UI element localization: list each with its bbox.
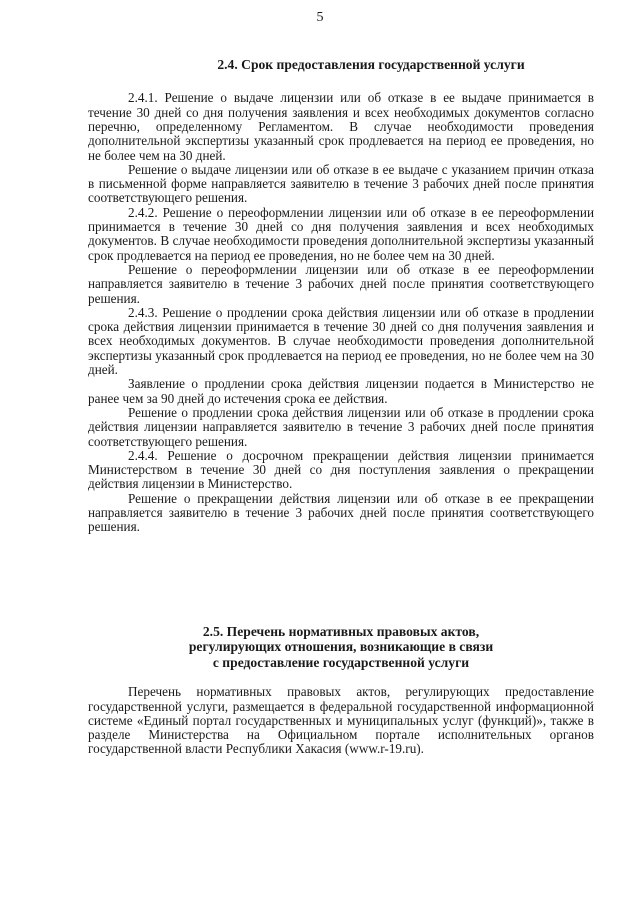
paragraph-2-4-4: 2.4.4. Решение о досрочном прекращении действия лицензии принимается Министерством в течение 30 дней со дня поступления заявления о прекращении действия лицензии в Министерство.: [88, 447, 594, 492]
section-2-5-title-line: с предоставление государственной услуги: [212, 654, 470, 670]
section-2-4-title: 2.4. Срок предоставления государственной услуги: [217, 57, 525, 72]
paragraph-2-4-1: 2.4.1. Решение о выдаче лицензии или об отказе в ее выдаче принимается в течение 30 дней со дня получения заявления и всех необходимых документов согласно перечню, определенному Регламентом. В случае необходимости проведения дополнительной экспертизы указанный срок продлевается на период ее проведения, но не более чем на 30 дней.: [88, 90, 594, 163]
paragraph-2-4-3: 2.4.3. Решение о продлении срока действия лицензии или об отказе в продлении срока действия лицензии принимается в течение 30 дней со дня получения заявления и всех необходимых документов. В случае необходимости проведения дополнительной экспертизы указанный срок продлевается на период ее проведения, но не более чем на 30 дней.: [88, 304, 594, 378]
section-2-5-body: [88, 685, 594, 756]
section-2-5-title-line: 2.5. Перечень нормативных правовых актов,: [202, 624, 480, 639]
paragraph-issue-decision-notice: Решение о выдаче лицензии или об отказе в ее выдаче с указанием причин отказа в письменной форме направляется заявителю в течение 3 рабочих дней после принятия соответствующего решения.: [88, 161, 594, 206]
section-2-4: [88, 57, 594, 535]
paragraph-2-4-2: 2.4.2. Решение о переоформлении лицензии или об отказе в ее переоформлении принимается в течение 30 дней со дня получения заявления и всех необходимых документов. В случае необходимости проведения дополнительной экспертизы указанный срок продлевается на период ее проведения, но не более чем на 30 дней.: [88, 204, 594, 263]
section-2-5-title: [88, 624, 594, 670]
section-2-5: [88, 624, 594, 757]
section-2-5-title-line: регулирующих отношения, возникающие в связи: [188, 639, 494, 655]
paragraph-extension-decision-notice: Решение о продлении срока действия лицензии или об отказе в продлении срока действия лицензии направляется заявителю в течение 3 рабочих дней после принятия соответствующего решения.: [88, 404, 594, 449]
paragraph-legal-acts-list: Перечень нормативных правовых актов, регулирующих предоставление государственной услуги, размещается в федеральной государственной информационной системе «Единый портал государственных и муниципальных услуг (функций)», также в разделе Министерства на Официальном портале исполнительных органов государственной власти Республики Хакасия (www.r-19.ru).: [88, 684, 594, 757]
page-number: 5: [316, 10, 324, 25]
paragraph-reissue-decision-notice: Решение о переоформлении лицензии или об отказе в ее переоформлении направляется заявителю в течение 3 рабочих дней после принятия соответствующего решения.: [88, 261, 594, 306]
paragraph-termination-decision-notice: Решение о прекращении действия лицензии или об отказе в ее прекращении направляется заявителю в течение 3 рабочих дней после принятия соответствующего решения.: [88, 490, 594, 535]
paragraph-extension-application: Заявление о продлении срока действия лицензии подается в Министерство не ранее чем за 90 дней до истечения срока ее действия.: [88, 376, 594, 406]
section-2-4-body: [88, 91, 594, 534]
